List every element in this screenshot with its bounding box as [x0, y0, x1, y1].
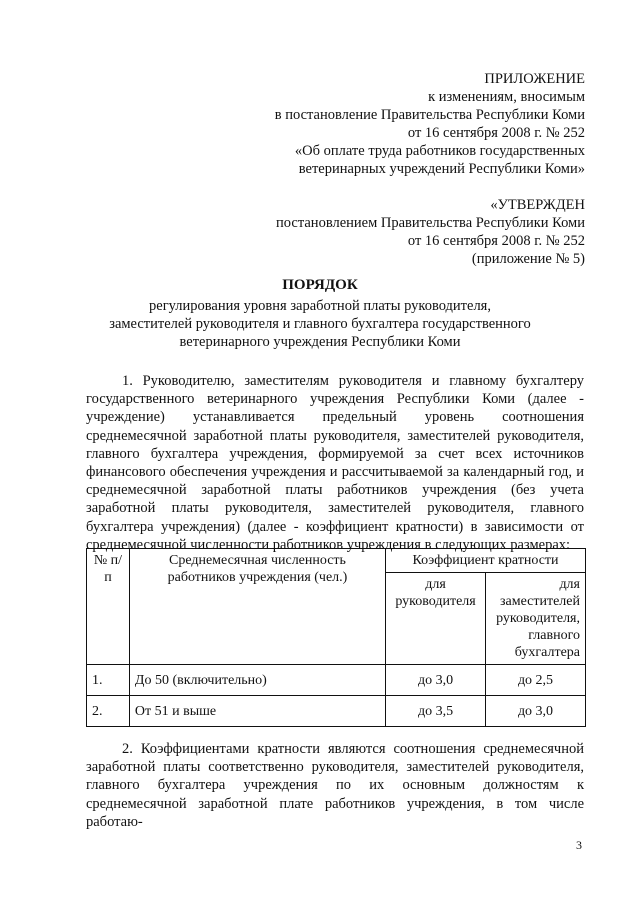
coefficient-table [86, 548, 586, 727]
row-head-coef: до 3,0 [386, 665, 486, 696]
header-deputy: для заместителей руководителя, главного бухгалтера [486, 573, 586, 665]
header-number: № п/п [87, 549, 130, 665]
appendix-line: ветеринарных учреждений Республики Коми» [298, 161, 585, 177]
approved-line: (приложение № 5) [471, 251, 585, 267]
approved-line: от 16 сентября 2008 г. № 252 [407, 233, 585, 249]
row-staff: До 50 (включительно) [129, 665, 385, 696]
appendix-line: в постановление Правительства Республики Коми [274, 107, 585, 123]
table-row [87, 696, 586, 727]
row-staff: От 51 и выше [129, 696, 385, 727]
paragraph-2: 2. Коэффициентами кратности являются соотношения среднемесячной заработной платы соответственно руководителя, заместителей руководителя, главного бухгалтера учреждения по их основным должностям к среднемесячной заработной плате работников учреждения, в том числе работаю- [86, 741, 584, 830]
row-deputy-coef: до 2,5 [486, 665, 586, 696]
approved-header [276, 196, 585, 268]
header-head: для руководителя [386, 573, 486, 665]
row-number: 2. [87, 696, 130, 727]
appendix-header [275, 70, 585, 178]
approved-line: постановлением Правительства Республики Коми [276, 215, 585, 231]
subtitle-line: регулирования уровня заработной платы руководителя, [149, 298, 491, 314]
appendix-line: «Об оплате труда работников государственных [294, 143, 585, 159]
appendix-line: ПРИЛОЖЕНИЕ [484, 71, 585, 87]
row-head-coef: до 3,5 [386, 696, 486, 727]
page-number: 3 [576, 838, 582, 852]
document-title: ПОРЯДОК [282, 277, 358, 293]
row-number: 1. [87, 665, 130, 696]
appendix-line: к изменениям, вносимым [428, 89, 585, 105]
subtitle-line: ветеринарного учреждения Республики Коми [179, 334, 461, 350]
paragraph-1: 1. Руководителю, заместителям руководителя и главному бухгалтеру государственного ветеринарного учреждения Республики Коми (далее - учреждение) устанавливается предельный уровень соотношения среднемесячной заработной платы руководителя, заместителей руководителя, главного бухгалтера учреждения, формируемой за счет всех источников финансового обеспечения учреждения и рассчитываемой за календарный год, и среднемесячной заработной платы работников учреждения (без учета заработной платы руководителя, заместителей руководителя, главного бухгалтера учреждения) (далее - коэффициент кратности) в зависимости от среднемесячной численности работников учреждения в следующих размерах: [86, 373, 584, 553]
subtitle-line: заместителей руководителя и главного бухгалтера государственного [109, 316, 531, 332]
table-row [87, 665, 586, 696]
appendix-line: от 16 сентября 2008 г. № 252 [407, 125, 585, 141]
approved-line: «УТВЕРЖДЕН [490, 197, 585, 213]
row-deputy-coef: до 3,0 [486, 696, 586, 727]
header-coefficient: Коэффициент кратности [386, 549, 586, 573]
document-subtitle [0, 297, 640, 351]
header-staff: Среднемесячная численность работников учреждения (чел.) [129, 549, 385, 665]
